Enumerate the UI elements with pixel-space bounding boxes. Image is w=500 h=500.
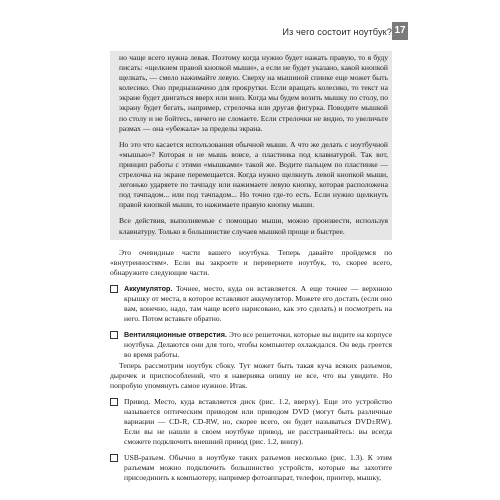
list-item	[110, 453, 392, 483]
page-body	[110, 51, 392, 484]
page-number: 17	[394, 25, 406, 36]
list-term: Вентиляционные отверстия.	[124, 330, 227, 340]
aside-paragraph: Все действия, выполняемые с помощью мыши, можно произвести, используя клавиатуру. Только в большинстве случаев мышкой проще и быстрее.	[119, 216, 388, 236]
checkbox-bullet-icon	[110, 331, 118, 339]
intro-paragraph: Это очевидные части вашего ноутбука. Теперь давайте пройдемся по «внутренностям». Если вы закроете и перевернете ноутбук, то, скорее всего, обнаружите следующие части.	[110, 247, 392, 277]
side-parts-list	[110, 397, 392, 484]
checkbox-bullet-icon	[110, 398, 118, 406]
aside-paragraph: но чаще всего нужна левая. Поэтому когда нужно будет нажать правую, то я буду писать: «щелкнем правой кнопкой мыши», а если не будет указано, какой кнопкой щелкать, — смело нажимайте левую. Сверху на мышиной спинке еще может быть колесико. Оно предназначено для прокрутки. Если вращать колесико, то текст на экране будет двигаться вверх или вниз. Когда мы будем возить мышку по столу, по экрану будет бегать, например, стрелочка или другая фигурка. Поводите мышкой по столу и не бойтесь, ничего не сломаете. Если стрелочки не видно, то увеличьте размах — она «убежала» за пределы экрана.	[119, 53, 388, 133]
list-item	[110, 397, 392, 447]
shaded-aside	[110, 51, 392, 240]
checkbox-bullet-icon	[110, 454, 118, 462]
list-item	[110, 284, 392, 324]
checkbox-bullet-icon	[110, 285, 118, 293]
aside-paragraph: Но это что касается использования обычной мыши. А что же делать с ноутбучной «мышью»? Которая и не мышь вовсе, а пластинка под клавиатурой. Так вот, принцип работы с этими «мышками» такой же. Водите пальцем по пластинке — стрелочка на экране перемещается. Когда нужно щелкнуть левой кнопкой мыши, легонько ударяете по тачпаду или нажимаете левую кнопку, которая расположена под тачпадом... или под тачпадом... Но точно где-то есть. Если нужно щелкнуть правой кнопкой мыши, то нажимаете правую кнопку мыши.	[119, 139, 388, 210]
list-text: USB-разъем. Обычно в ноутбуке таких разъемов несколько (рис. 1.3). К этим разъемам можно подключить большинство устройств, которые вы захотите присоединить к компьютеру, например фотоаппарат, телефон, принтер, мышку,	[124, 453, 392, 483]
list-text: Это все решеточки, которые вы видите на корпусе ноутбука. Делаются они для того, чтобы компьютер охлаждался. Он ведь греется во время работы.	[124, 330, 393, 360]
page-header	[0, 0, 500, 48]
bottom-parts-list	[110, 284, 392, 361]
main-text	[110, 248, 392, 484]
list-term: Аккумулятор.	[124, 283, 173, 293]
list-text: Привод. Место, куда вставляется диск (рис. 1.2, вверху). Еще это устройство называется оптическим приводом или приводом DVD (могут быть различные вариации — CD-R, CD-RW, но, скорее всего, он будет называться DVD±RW). Если вы не нашли в своем ноутбуке привод, не расстраивайтесь: вы всегда сможете подключить внешний привод (рис. 1.2, внизу).	[124, 396, 392, 447]
list-text: Точнее, место, куда он вставляется. А еще точнее — верхнюю крышку от места, в которое вставляют аккумулятор. Можете его достать (если оно вам, конечно, надо, там чаще всего нарисовано, как это сделать) и посмотреть на него. Потом вставьте обратно.	[124, 283, 392, 324]
running-head: Из чего состоит ноутбук?	[282, 27, 392, 37]
list-item	[110, 330, 392, 360]
side-paragraph: Теперь рассмотрим ноутбук сбоку. Тут может быть такая куча всяких разъемов, дырочек и приспособлений, что я наверняка опишу не все, что вы увидите. Но попробую упомянуть самое нужное. Итак.	[110, 360, 392, 390]
